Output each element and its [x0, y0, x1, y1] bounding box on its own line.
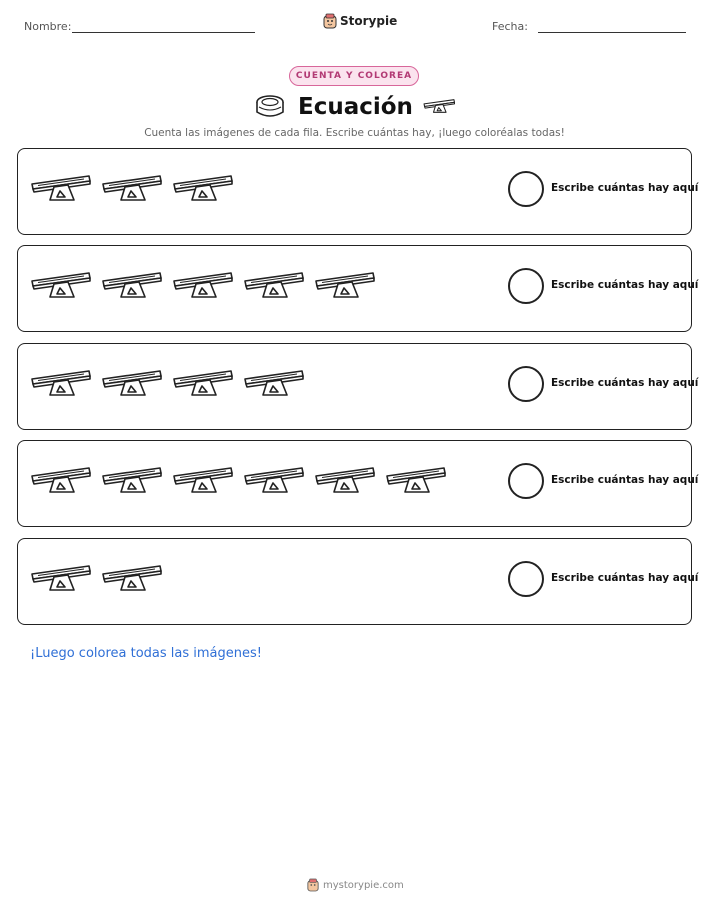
row-items — [30, 563, 162, 593]
count-row — [17, 343, 699, 430]
brand-logo — [323, 13, 397, 29]
seesaw-icon[interactable] — [101, 563, 162, 593]
answer-label: Escribe cuántas hay aquí — [551, 279, 699, 291]
seesaw-icon[interactable] — [314, 465, 375, 495]
seesaw-icon[interactable] — [243, 270, 304, 300]
answer-circle[interactable] — [508, 561, 544, 597]
storypie-mascot-icon — [323, 13, 337, 29]
title-row — [0, 92, 709, 122]
seesaw-icon[interactable] — [172, 465, 233, 495]
count-row — [17, 538, 699, 625]
seesaw-icon[interactable] — [30, 563, 91, 593]
count-row — [17, 245, 699, 332]
answer-label: Escribe cuántas hay aquí — [551, 474, 699, 486]
seesaw-icon[interactable] — [172, 368, 233, 398]
name-label: Nombre: — [24, 20, 72, 33]
seesaw-icon[interactable] — [172, 173, 233, 203]
brand-name: Storypie — [340, 14, 398, 28]
seesaw-icon[interactable] — [30, 270, 91, 300]
seesaw-icon[interactable] — [243, 368, 304, 398]
count-row — [17, 148, 699, 235]
date-label: Fecha: — [492, 20, 528, 33]
row-items — [30, 465, 446, 495]
seesaw-icon[interactable] — [101, 173, 162, 203]
name-line[interactable] — [72, 32, 255, 33]
count-row — [17, 440, 699, 527]
storypie-mascot-icon — [307, 878, 319, 892]
seesaw-icon[interactable] — [101, 368, 162, 398]
footer-site: mystorypie.com — [323, 879, 404, 891]
instructions: Cuenta las imágenes de cada fila. Escribe cuántas hay, ¡luego coloréalas todas! — [144, 127, 565, 139]
answer-circle[interactable] — [508, 268, 544, 304]
seesaw-icon — [423, 98, 455, 114]
answer-circle[interactable] — [508, 366, 544, 402]
answer-circle[interactable] — [508, 463, 544, 499]
seesaw-icon[interactable] — [101, 465, 162, 495]
seesaw-icon[interactable] — [30, 465, 91, 495]
row-items — [30, 173, 233, 203]
seesaw-icon[interactable] — [30, 173, 91, 203]
seesaw-icon[interactable] — [172, 270, 233, 300]
answer-circle[interactable] — [508, 171, 544, 207]
date-line[interactable] — [538, 32, 686, 33]
seesaw-icon[interactable] — [101, 270, 162, 300]
activity-badge: CUENTA Y COLOREA — [289, 66, 419, 86]
seesaw-icon[interactable] — [385, 465, 446, 495]
coloring-note: ¡Luego colorea todas las imágenes! — [30, 646, 262, 661]
answer-label: Escribe cuántas hay aquí — [551, 182, 699, 194]
page-title: Ecuación — [298, 94, 413, 120]
measuring-tape-icon — [255, 93, 285, 121]
seesaw-icon[interactable] — [243, 465, 304, 495]
seesaw-icon[interactable] — [314, 270, 375, 300]
answer-label: Escribe cuántas hay aquí — [551, 572, 699, 584]
answer-label: Escribe cuántas hay aquí — [551, 377, 699, 389]
row-items — [30, 270, 375, 300]
footer — [307, 878, 404, 892]
seesaw-icon[interactable] — [30, 368, 91, 398]
row-items — [30, 368, 304, 398]
